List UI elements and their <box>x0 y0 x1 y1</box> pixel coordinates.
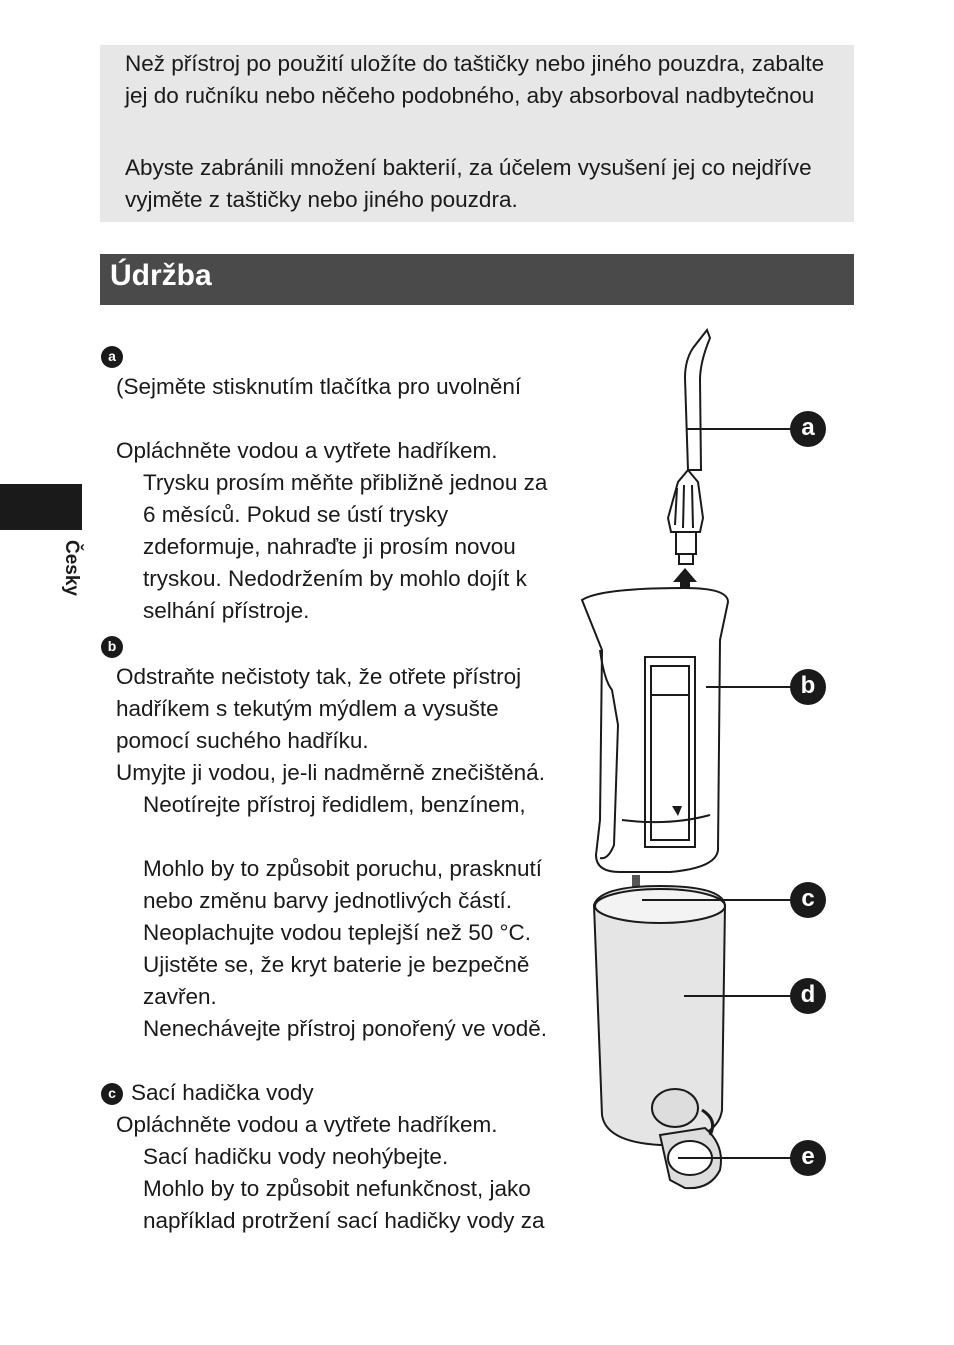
callout-e: e <box>790 1140 826 1176</box>
note-line-4: vyjměte z taštičky nebo jiného pouzdra. <box>125 187 518 212</box>
language-tab <box>0 484 82 530</box>
note-box <box>100 45 854 222</box>
section-title: Údržba <box>110 259 212 292</box>
text-b-10: zavřen. <box>143 984 217 1009</box>
note-line-2: jej do ručníku nebo něčeho podobného, aby absorboval nadbytečnou <box>125 83 815 108</box>
text-b-3: pomocí suchého hadříku. <box>116 728 369 753</box>
device-illustration <box>560 320 860 1200</box>
section-header <box>100 254 854 305</box>
marker-a: a <box>101 346 123 368</box>
text-a-6: tryskou. Nedodržením by mohlo dojít k <box>143 566 527 591</box>
text-c-4: Mohlo by to způsobit nefunkčnost, jako <box>143 1176 531 1201</box>
callout-c: c <box>790 882 826 918</box>
text-c-3: Sací hadičku vody neohýbejte. <box>143 1144 449 1169</box>
text-b-9: Ujistěte se, že kryt baterie je bezpečně <box>143 952 530 977</box>
note-line-1: Než přístroj po použití uložíte do taštičky nebo jiného pouzdra, zabalte <box>125 51 825 76</box>
marker-c: c <box>101 1083 123 1105</box>
callout-a: a <box>790 411 826 447</box>
note-line-3: Abyste zabránili množení bakterií, za účelem vysušení jej co nejdříve <box>125 155 812 180</box>
text-b-4: Umyjte ji vodou, je-li nadměrně znečištěná. <box>116 760 545 785</box>
text-c-5: například protržení sací hadičky vody za <box>143 1208 545 1233</box>
text-a-1: (Sejměte stisknutím tlačítka pro uvolnění <box>116 374 522 399</box>
text-b-11: Nenechávejte přístroj ponořený ve vodě. <box>143 1016 547 1041</box>
text-b-8: Neoplachujte vodou teplejší než 50 °C. <box>143 920 531 945</box>
text-b-5: Neotírejte přístroj ředidlem, benzínem, <box>143 792 526 817</box>
text-c-2: Opláchněte vodou a vytřete hadříkem. <box>116 1112 498 1137</box>
marker-b: b <box>101 636 123 658</box>
text-b-1: Odstraňte nečistoty tak, že otřete přístroj <box>116 664 522 689</box>
text-a-5: zdeformuje, nahraďte ji prosím novou <box>143 534 516 559</box>
text-b-2: hadříkem s tekutým mýdlem a vysušte <box>116 696 499 721</box>
text-c-1: Sací hadička vody <box>131 1080 314 1105</box>
text-b-6: Mohlo by to způsobit poruchu, prasknutí <box>143 856 542 881</box>
text-a-4: 6 měsíců. Pokud se ústí trysky <box>143 502 449 527</box>
language-label: Česky <box>61 540 82 596</box>
text-a-3: Trysku prosím měňte přibližně jednou za <box>143 470 548 495</box>
text-a-7: selhání přístroje. <box>143 598 310 623</box>
nozzle <box>685 330 710 470</box>
callout-d: d <box>790 978 826 1014</box>
text-a-2: Opláchněte vodou a vytřete hadříkem. <box>116 438 498 463</box>
callout-b: b <box>790 669 826 705</box>
text-b-7: nebo změnu barvy jednotlivých částí. <box>143 888 512 913</box>
